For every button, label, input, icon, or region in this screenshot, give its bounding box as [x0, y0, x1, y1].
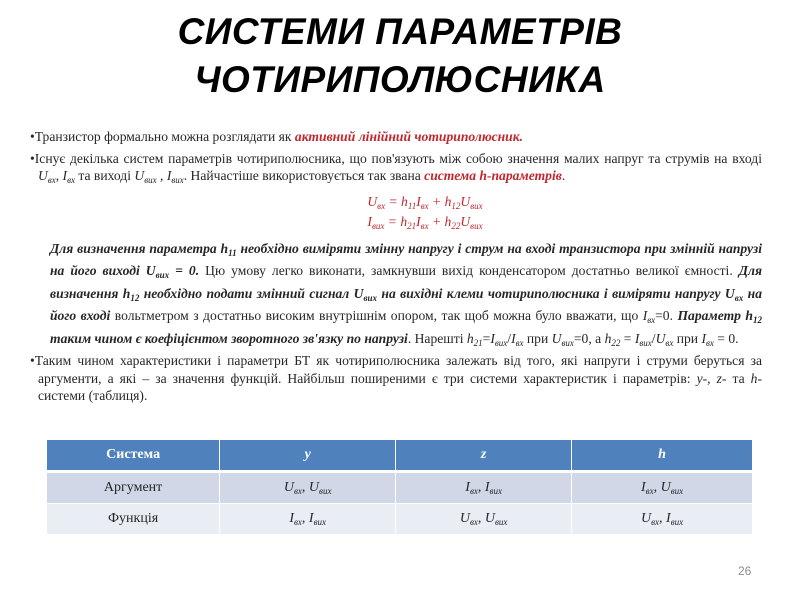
slide-title: [0, 8, 800, 104]
table-header-row: [47, 440, 753, 473]
row-label-function: Функція: [47, 504, 220, 535]
bullet-marker: •: [30, 150, 35, 166]
punct: .: [561, 168, 566, 183]
bullet-text: та виході: [74, 168, 135, 183]
table-cell: $I_{вх}$, $I_{вих}$: [396, 473, 572, 504]
var-i-out: $I_{вих}$: [166, 168, 184, 185]
table-cell: $U_{вх}$, $U_{вих}$: [220, 473, 396, 504]
bullet-text: . Найчастіше використовується так звана: [183, 168, 425, 183]
equation-2: $I_{вих} = h_{21}I_{вх} + h_{22}U_{вих}$: [367, 213, 483, 231]
page-number: 26: [738, 564, 752, 578]
highlight-term: система h-параметрів: [424, 168, 562, 183]
header-y: y: [220, 440, 396, 473]
var-u-out: $U_{вих}$: [134, 168, 157, 185]
table-cell: $I_{вх}$, $U_{вих}$: [572, 473, 753, 504]
equation-1: $U_{вх} = h_{11}I_{вх} + h_{12}U_{вих}$: [367, 193, 483, 211]
highlight-term: активний лінійний чотириполюсник.: [294, 129, 523, 144]
bullet-text: Існує декілька систем параметрів чотириполюсника, що пов'язують між собою значення малих напруг та струмів на вході: [34, 150, 762, 166]
table-row: [47, 504, 753, 535]
table-row: [47, 473, 753, 504]
title-line-2: ЧОТИРИПОЛЮСНИКА: [194, 59, 606, 100]
table-cell: $I_{вх}$, $I_{вих}$: [220, 504, 396, 535]
bullet-text: Транзистор формально можна розглядати як: [34, 129, 295, 144]
row-label-argument: Аргумент: [47, 473, 220, 504]
h-parameter-equations: [88, 194, 762, 234]
var-i-in: $I_{вх}$: [62, 168, 75, 185]
title-line-1: СИСТЕМИ ПАРАМЕТРІВ: [177, 11, 623, 52]
header-system: Система: [47, 440, 220, 473]
var-u-in: $U_{вх}$: [38, 168, 56, 185]
bullet-2: [28, 150, 762, 190]
parameter-systems-table: [47, 440, 753, 535]
bullet-text: Таким чином характеристики і параметри БТ як чотириполюсника залежать від того, які напруги і струми беруться за аргументи, а які – за значення функцій. Найбільш поширеними є три системи характеристик і параметрів:: [34, 353, 762, 386]
h-parameter-explanation: Для визначення параметра $h_{11}$ необхідно виміряти змінну напругу і струм на вході транзистора при змінній напрузі на його виході $U_{вих} = 0$. Цю умову легко виконати, замкнувши вихід конденсатором достатньо великої ємності. Для визначення $h_{12}$ необхідно подати змінний сигнал $U_{вих}$ на вихідні клеми чотириполюсника і виміряти напругу $U_{вх}$ на його вході вольтметром з достатньо високим внутрішнім опором, так щоб можна було вважати, що $I_{вх}=0$. Параметр $h_{12}$ таким чином є коефіцієнтом зворотного зв'язку по напрузі. Нарешті $h_{21}=I_{вих}/I_{вх}$ при $U_{вих}=0$, а $h_{22} = I_{вих}/U_{вх}$ при $I_{вх} = 0$.: [50, 240, 763, 348]
table-cell: $U_{вх}$, $U_{вих}$: [396, 504, 572, 535]
bullet-marker: •: [30, 353, 35, 368]
bullet-1: [28, 128, 762, 146]
bullet-marker: •: [30, 129, 35, 144]
slide-content: [28, 128, 762, 409]
bullet-4: •Таким чином характеристики і параметри БТ як чотириполюсника залежать від того, які напруги і струми беруться за аргументи, а які – за значення функцій. Найбільш поширеними є три системи характеристик і параметрів: y-, z- та h- системи (таблиця).: [30, 353, 762, 403]
separator: ,: [55, 168, 63, 183]
table-cell: $U_{вх}$, $I_{вих}$: [572, 504, 753, 535]
header-h: h: [572, 440, 753, 473]
header-z: z: [396, 440, 572, 473]
separator: ,: [156, 168, 167, 183]
